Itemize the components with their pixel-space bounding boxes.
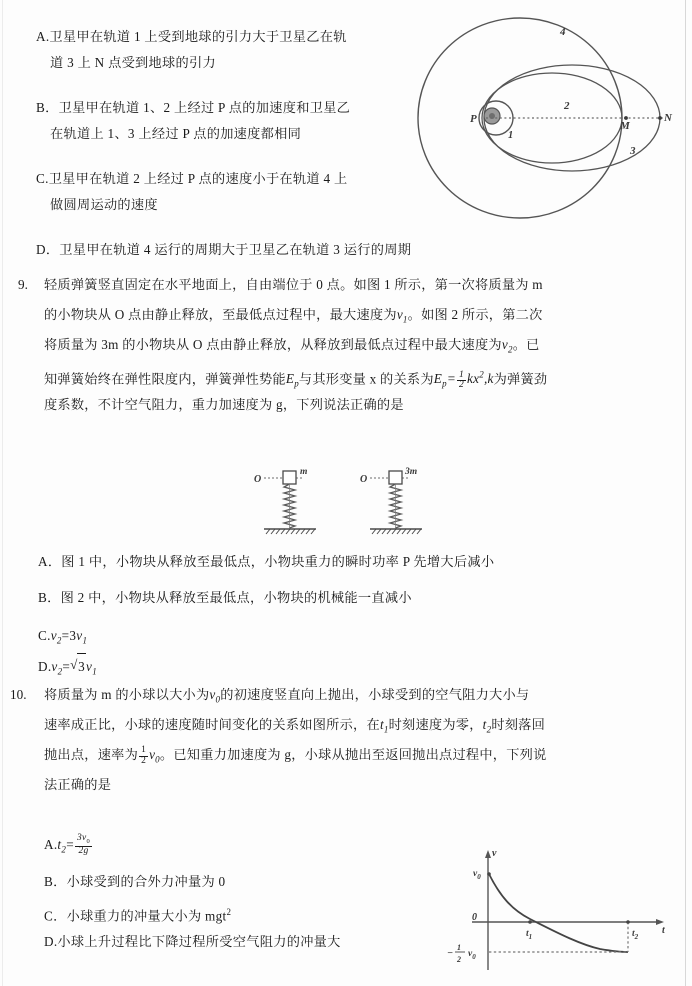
spring-block-figures	[250, 462, 470, 544]
q9-option-c-v2: $v_2$	[50, 628, 62, 646]
q9-line2-post: 。如图 2 所示，第二次	[407, 307, 543, 322]
v-axis-label: v	[492, 848, 497, 859]
q10-option-a-prefix: A.	[44, 837, 58, 852]
page-edge-right	[685, 0, 686, 986]
svg-text:2: 2	[457, 955, 461, 964]
q9-line4-pre: 知弹簧始终在弹性限度内，弹簧弹性势能	[44, 371, 286, 387]
q9-number: 9.	[18, 277, 28, 292]
velocity-curve	[489, 874, 628, 952]
q8-option-a-line1: A.卫星甲在轨道 1 上受到地球的引力大于卫星乙在轨	[36, 29, 347, 44]
q10-line2-pre: 速率成正比，小球的速度随时间变化的关系如图所示，在	[44, 717, 380, 732]
v-axis-arrow	[485, 850, 491, 858]
satellite-orbit-figure	[412, 8, 680, 226]
q10-option-a-t2: $t_2$	[57, 837, 67, 855]
q10-option-d: D.小球上升过程比下降过程所受空气阻力的冲量大	[44, 934, 341, 949]
q10-line3-post: 。已知重力加速度为 g，小球从抛出至返回抛出点过程中，下列说	[159, 747, 547, 762]
q9-line3-pre: 将质量为 3m 的小物块从 O 点由静止释放，从释放到最低点过程中最大速度为	[44, 337, 502, 352]
q9-option-d-prefix: D.	[38, 659, 52, 674]
q9-option-a: A．图 1 中，小物块从释放至最低点，小物块重力的瞬时功率 P 先增大后减小	[38, 554, 495, 569]
q9-line-1: 轻质弹簧竖直固定在水平地面上，自由端位于 0 点。如图 1 所示，第一次将质量为 m	[44, 277, 543, 292]
spring1-block	[283, 471, 296, 484]
orbit-label-2: 2	[564, 100, 570, 112]
q10-v0-symbol: $v_0$	[209, 687, 221, 705]
q9-option-d-eq: =	[62, 659, 71, 674]
q10-line3-pre: 抛出点，速率为	[44, 747, 139, 762]
spring2-block	[389, 471, 402, 484]
q10-option-b: B．小球受到的合外力冲量为 0	[44, 874, 226, 889]
q10-line3-v0: $v_0$	[149, 747, 160, 765]
svg-text:v0: $v_0$	[468, 949, 476, 961]
velocity-time-graph-figure	[448, 848, 684, 980]
q9-line4-tail: 为弹簧劲	[493, 371, 548, 387]
q9-line-5: 度系数，不计空气阻力，重力加速度为 g，下列说法正确的是	[44, 397, 404, 412]
q9-option-c	[38, 623, 87, 654]
q10-option-a-eq: =	[66, 837, 74, 852]
q9-option-c-eq: =3	[61, 628, 77, 643]
q9-v1-symbol: $v_1$	[396, 307, 408, 325]
q10-t2-symbol: $t_2$	[482, 717, 492, 735]
q9-half-fraction: $\frac{1}{2}$	[459, 369, 464, 391]
y-v0-label: $v_0$	[473, 869, 481, 881]
q9-option-d-sqrt: √ 3	[70, 653, 86, 680]
q9-option-b: B．图 2 中，小物块从释放至最低点，小物块的机械能一直减小	[38, 590, 412, 605]
q8-option-b-line2: 在轨道上 1、3 上经过 P 点的加速度都相同	[50, 126, 302, 141]
q8-option-c-line1: C.卫星甲在轨道 2 上经过 P 点的速度小于在轨道 4 上	[36, 171, 348, 186]
t1-label: $t_1$	[526, 929, 533, 941]
q10-option-a	[44, 832, 93, 863]
q9-line3-post: 。已	[512, 337, 540, 352]
origin-label: 0	[472, 912, 477, 923]
q8-option-a-line2: 道 3 上 N 点受到地球的引力	[50, 55, 216, 70]
q9-line4-mid: 与其形变量 x 的关系为	[298, 371, 434, 387]
y-minus-half-v0-label	[447, 943, 476, 964]
q10-line2-mid: 时刻速度为零，	[388, 717, 483, 732]
q9-v2-symbol: $v_2$	[501, 337, 513, 355]
q9-ep-symbol: $E_p$	[285, 371, 299, 390]
svg-text:1: 1	[457, 943, 461, 952]
q9-line2-pre: 的小物块从 O 点由静止释放，至最低点过程中，最大速度为	[44, 307, 397, 322]
q8-option-d: D．卫星甲在轨道 4 运行的周期大于卫星乙在轨道 3 运行的周期	[36, 242, 412, 257]
t2-label: $t_2$	[632, 929, 639, 941]
t1-marker	[528, 920, 532, 924]
q9-option-d-v2: $v_2$	[51, 659, 63, 677]
q10-line-4: 法正确的是	[44, 777, 112, 792]
spring1-mass-label: m	[300, 467, 308, 477]
q10-option-c	[44, 899, 231, 929]
q10-option-a-fraction: $\frac{3v_0}{2g}$	[76, 833, 91, 856]
orbit-label-p: P	[470, 113, 477, 125]
q8-option-b-line1: B．卫星甲在轨道 1、2 上经过 P 点的加速度和卫星乙	[36, 100, 351, 115]
orbit-label-1: 1	[508, 130, 514, 141]
q10-option-c-text: C．小球重力的冲量大小为 mgt	[44, 908, 227, 924]
orbit-label-4: 4	[560, 26, 566, 38]
q10-line1-pre: 将质量为 m 的小球以大小为	[44, 687, 210, 702]
spring2-mass-label: 3m	[405, 467, 418, 477]
orbit-label-3: 3	[630, 145, 636, 157]
q8-option-c-line2: 做圆周运动的速度	[50, 197, 158, 212]
spring1-o-label: O	[254, 474, 262, 485]
q10-half-fraction: $\frac{1}{2}$	[141, 745, 147, 766]
q10-line1-post: 的初速度竖直向上抛出，小球受到的空气阻力大小与	[220, 687, 530, 702]
orbit-label-m: M	[620, 120, 630, 132]
t2-marker	[626, 920, 630, 924]
q10-t1-symbol: $t_1$	[379, 717, 389, 735]
q9-option-d-v1: $v_1$	[86, 659, 97, 677]
point-n-marker	[658, 116, 662, 120]
q10-option-c-exponent: 2	[226, 907, 232, 917]
spring-figure-2	[360, 467, 422, 534]
q10-number: 10.	[10, 687, 27, 702]
v0-marker	[487, 872, 491, 876]
q9-option-c-v1: $v_1$	[76, 628, 88, 646]
t-axis-label: t	[662, 925, 665, 936]
q10-line2-post: 时刻落回	[491, 717, 546, 732]
q9-ep-equation: $E_p=$ $\frac{1}{2}$ $kx^2,k$	[433, 369, 494, 391]
q10-line-3	[44, 740, 547, 775]
orbit-label-n: N	[664, 112, 672, 124]
spring2-o-label: O	[360, 474, 368, 485]
q9-option-c-prefix: C.	[38, 628, 51, 643]
svg-text:−: −	[447, 948, 454, 959]
page-edge-left	[2, 0, 3, 986]
spring-figure-1	[254, 467, 316, 534]
